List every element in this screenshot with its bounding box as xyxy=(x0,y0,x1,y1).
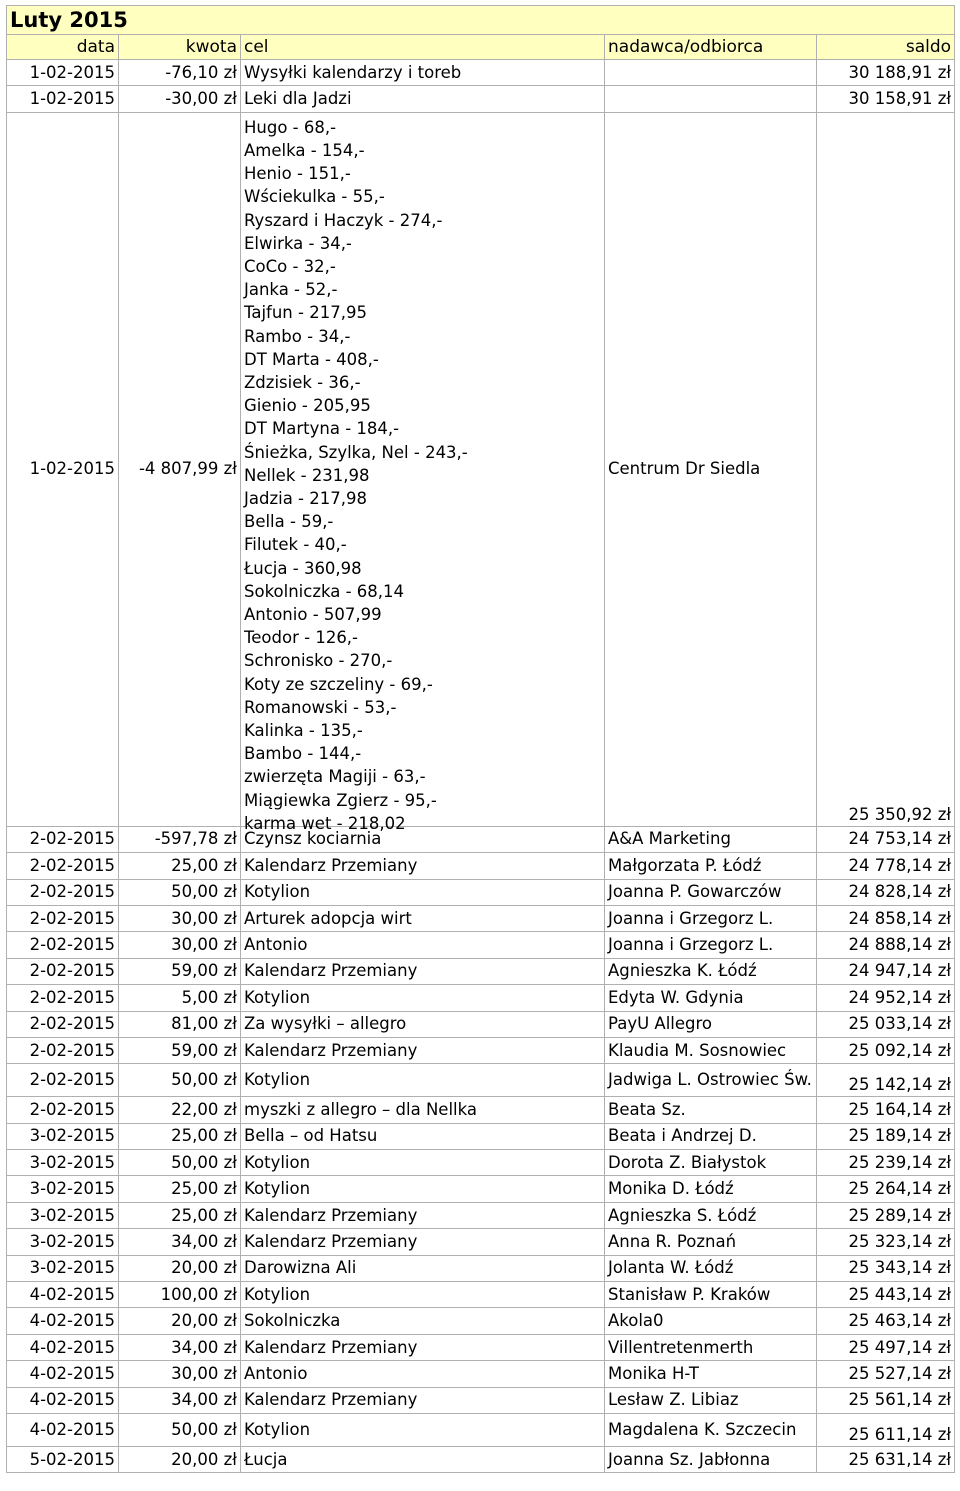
cell-saldo: 25 350,92 zł xyxy=(817,112,955,826)
cell-nadawca: Joanna i Grzegorz L. xyxy=(605,905,817,931)
cell-nadawca: Małgorzata P. Łódź xyxy=(605,853,817,879)
table-row xyxy=(7,1413,955,1446)
list-item: Śnieżka, Szylka, Nel - 243,- xyxy=(244,442,468,462)
cell-nadawca: Joanna i Grzegorz L. xyxy=(605,932,817,958)
list-item: DT Marta - 408,- xyxy=(244,349,379,369)
list-item: CoCo - 32,- xyxy=(244,257,336,276)
table-row xyxy=(7,985,955,1011)
cell-kwota: -76,10 zł xyxy=(119,60,241,86)
cell-cel: Kotylion xyxy=(241,1413,605,1446)
cell-saldo: 25 189,14 zł xyxy=(817,1123,955,1149)
cell-nadawca: Dorota Z. Białystok xyxy=(605,1150,817,1176)
cell-nadawca: Agnieszka K. Łódź xyxy=(605,958,817,984)
cell-cel: Czynsz kociarnia xyxy=(241,826,605,852)
table-row xyxy=(7,1361,955,1387)
cell-data: 3-02-2015 xyxy=(7,1123,119,1149)
cell-saldo: 25 443,14 zł xyxy=(817,1282,955,1308)
table-row xyxy=(7,958,955,984)
cell-nadawca: Joanna P. Gowarczów xyxy=(605,879,817,905)
cell-nadawca xyxy=(605,1064,817,1097)
list-item: Koty ze szczeliny - 69,- xyxy=(244,674,433,694)
header-data: data xyxy=(7,35,119,60)
cell-nadawca: Monika D. Łódź xyxy=(605,1176,817,1202)
cell-nadawca: Joanna Sz. Jabłonna xyxy=(605,1446,817,1472)
cell-saldo: 25 527,14 zł xyxy=(817,1361,955,1387)
cell-cel: Leki dla Jadzi xyxy=(241,86,605,112)
table-row xyxy=(7,86,955,112)
cell-nadawca: Lesław Z. Libiaz xyxy=(605,1387,817,1413)
cell-kwota: 30,00 zł xyxy=(119,932,241,958)
cell-data: 3-02-2015 xyxy=(7,1202,119,1228)
cell-saldo: 24 828,14 zł xyxy=(817,879,955,905)
list-item: Romanowski - 53,- xyxy=(244,697,397,717)
cell-nadawca: Edyta W. Gdynia xyxy=(605,985,817,1011)
cell-saldo: 25 631,14 zł xyxy=(817,1446,955,1472)
cell-saldo: 24 778,14 zł xyxy=(817,853,955,879)
list-item: zwierzęta Magiji - 63,- xyxy=(244,767,426,787)
cell-saldo: 25 561,14 zł xyxy=(817,1387,955,1413)
list-item: Amelka - 154,- xyxy=(244,140,365,160)
list-item: Jadzia - 217,98 xyxy=(244,489,367,509)
list-item: Hugo - 68,- xyxy=(244,117,337,137)
cell-data: 4-02-2015 xyxy=(7,1334,119,1360)
sheet-title: Luty 2015 xyxy=(7,6,955,35)
cell-data: 2-02-2015 xyxy=(7,1011,119,1037)
cell-data: 3-02-2015 xyxy=(7,1255,119,1281)
cell-saldo: 25 497,14 zł xyxy=(817,1334,955,1360)
cell-data: 2-02-2015 xyxy=(7,1037,119,1063)
table-row xyxy=(7,1282,955,1308)
cell-kwota: 50,00 zł xyxy=(119,879,241,905)
header-cel: cel xyxy=(241,35,605,60)
cell-data: 2-02-2015 xyxy=(7,1097,119,1123)
cell-saldo: 25 323,14 zł xyxy=(817,1229,955,1255)
cell-nadawca: Stanisław P. Kraków xyxy=(605,1282,817,1308)
table-row xyxy=(7,879,955,905)
cell-data: 2-02-2015 xyxy=(7,853,119,879)
cell-cel: Kalendarz Przemiany xyxy=(241,1387,605,1413)
cell-saldo: 24 952,14 zł xyxy=(817,985,955,1011)
cell-cel: Kotylion xyxy=(241,1064,605,1097)
list-item: Bambo - 144,- xyxy=(244,744,362,764)
table-row xyxy=(7,1123,955,1149)
cell-cel: Kotylion xyxy=(241,879,605,905)
header-nadawca: nadawca/odbiorca xyxy=(605,35,817,60)
cell-data: 2-02-2015 xyxy=(7,958,119,984)
cell-data: 4-02-2015 xyxy=(7,1413,119,1446)
cell-cel: Bella – od Hatsu xyxy=(241,1123,605,1149)
cell-kwota: 50,00 zł xyxy=(119,1064,241,1097)
cell-cel: myszki z allegro – dla Nellka xyxy=(241,1097,605,1123)
table-row xyxy=(7,1387,955,1413)
cell-cel: Za wysyłki – allegro xyxy=(241,1011,605,1037)
table-row xyxy=(7,1064,955,1097)
cell-cel: Sokolniczka xyxy=(241,1308,605,1334)
cell-kwota: 81,00 zł xyxy=(119,1011,241,1037)
list-item: Łucja - 360,98 xyxy=(244,558,362,578)
table-row xyxy=(7,905,955,931)
list-item: Teodor - 126,- xyxy=(244,628,359,648)
list-item: DT Martyna - 184,- xyxy=(244,419,400,439)
cell-saldo: 24 858,14 zł xyxy=(817,905,955,931)
cell-kwota: 20,00 zł xyxy=(119,1255,241,1281)
cell-kwota: -30,00 zł xyxy=(119,86,241,112)
cell-cel: Darowizna Ali xyxy=(241,1255,605,1281)
list-item: Bella - 59,- xyxy=(244,512,334,532)
cell-kwota: 25,00 zł xyxy=(119,1176,241,1202)
ledger-table xyxy=(6,5,955,1473)
cell-cel-list xyxy=(241,112,605,833)
cell-kwota: 50,00 zł xyxy=(119,1150,241,1176)
cell-nadawca-text: Jadwiga L. Ostrowiec Św. xyxy=(608,1070,812,1090)
cell-data: 1-02-2015 xyxy=(7,86,119,112)
cell-kwota: 34,00 zł xyxy=(119,1387,241,1413)
cell-nadawca-text: Magdalena K. Szczecin xyxy=(608,1419,797,1439)
cell-kwota: 20,00 zł xyxy=(119,1308,241,1334)
cell-data: 2-02-2015 xyxy=(7,879,119,905)
cell-data: 5-02-2015 xyxy=(7,1446,119,1472)
cell-kwota: 34,00 zł xyxy=(119,1229,241,1255)
list-item: Nellek - 231,98 xyxy=(244,465,370,485)
cell-nadawca: Centrum Dr Siedla xyxy=(605,112,817,826)
cell-cel: Kotylion xyxy=(241,1282,605,1308)
cell-kwota: -4 807,99 zł xyxy=(119,112,241,826)
list-item: karma wet - 218,02 xyxy=(244,813,406,833)
cell-cel: Arturek adopcja wirt xyxy=(241,905,605,931)
cell-saldo: 25 033,14 zł xyxy=(817,1011,955,1037)
cell-cel: Kalendarz Przemiany xyxy=(241,958,605,984)
cell-cel: Kotylion xyxy=(241,1176,605,1202)
cell-saldo: 30 158,91 zł xyxy=(817,86,955,112)
cell-cel: Antonio xyxy=(241,1361,605,1387)
cell-data: 4-02-2015 xyxy=(7,1387,119,1413)
title-row xyxy=(7,6,955,35)
table-row xyxy=(7,60,955,86)
cell-data: 4-02-2015 xyxy=(7,1308,119,1334)
cell-cel: Kotylion xyxy=(241,985,605,1011)
table-row-expanded xyxy=(7,112,955,826)
table-row xyxy=(7,1446,955,1472)
cell-data: 2-02-2015 xyxy=(7,932,119,958)
cell-saldo: 30 188,91 zł xyxy=(817,60,955,86)
list-item: Antonio - 507,99 xyxy=(244,605,382,625)
list-item: Ryszard i Haczyk - 274,- xyxy=(244,210,443,230)
table-row xyxy=(7,1037,955,1063)
list-item: Elwirka - 34,- xyxy=(244,233,352,253)
table-row xyxy=(7,1150,955,1176)
cell-kwota: 20,00 zł xyxy=(119,1446,241,1472)
cell-saldo: 24 947,14 zł xyxy=(817,958,955,984)
table-row xyxy=(7,1308,955,1334)
header-row xyxy=(7,35,955,60)
cell-data: 3-02-2015 xyxy=(7,1176,119,1202)
cell-kwota: 5,00 zł xyxy=(119,985,241,1011)
cell-saldo: 25 343,14 zł xyxy=(817,1255,955,1281)
list-item: Zdzisiek - 36,- xyxy=(244,373,361,393)
cell-nadawca: A&A Marketing xyxy=(605,826,817,852)
cell-cel: Łucja xyxy=(241,1446,605,1472)
cell-saldo: 25 092,14 zł xyxy=(817,1037,955,1063)
cell-data: 2-02-2015 xyxy=(7,1064,119,1097)
cell-data: 2-02-2015 xyxy=(7,985,119,1011)
cell-data: 4-02-2015 xyxy=(7,1282,119,1308)
cell-nadawca: Klaudia M. Sosnowiec xyxy=(605,1037,817,1063)
header-kwota: kwota xyxy=(119,35,241,60)
table-row xyxy=(7,1176,955,1202)
cell-nadawca: Akola0 xyxy=(605,1308,817,1334)
cell-cel: Wysyłki kalendarzy i toreb xyxy=(241,60,605,86)
cell-nadawca: Jolanta W. Łódź xyxy=(605,1255,817,1281)
cell-data: 4-02-2015 xyxy=(7,1361,119,1387)
cell-cel: Kalendarz Przemiany xyxy=(241,853,605,879)
cell-cel: Kalendarz Przemiany xyxy=(241,1229,605,1255)
cell-kwota: -597,78 zł xyxy=(119,826,241,852)
cell-nadawca: Anna R. Poznań xyxy=(605,1229,817,1255)
table-row xyxy=(7,826,955,852)
cell-cel: Kotylion xyxy=(241,1150,605,1176)
list-item: Rambo - 34,- xyxy=(244,326,351,346)
cell-kwota: 25,00 zł xyxy=(119,853,241,879)
cell-kwota: 30,00 zł xyxy=(119,905,241,931)
cell-cel: Kalendarz Przemiany xyxy=(241,1334,605,1360)
cell-data: 3-02-2015 xyxy=(7,1150,119,1176)
cell-nadawca: Villentretenmerth xyxy=(605,1334,817,1360)
table-row xyxy=(7,1334,955,1360)
list-item: Tajfun - 217,95 xyxy=(244,303,367,323)
cel-list xyxy=(244,116,601,833)
cell-kwota: 25,00 zł xyxy=(119,1202,241,1228)
list-item: Henio - 151,- xyxy=(244,164,351,184)
cell-kwota: 100,00 zł xyxy=(119,1282,241,1308)
cell-saldo: 25 239,14 zł xyxy=(817,1150,955,1176)
cell-data: 1-02-2015 xyxy=(7,60,119,86)
cell-kwota: 59,00 zł xyxy=(119,958,241,984)
table-row xyxy=(7,1097,955,1123)
table-row xyxy=(7,1229,955,1255)
cell-saldo: 24 888,14 zł xyxy=(817,932,955,958)
list-item: Miągiewka Zgierz - 95,- xyxy=(244,790,437,810)
cell-cel: Kalendarz Przemiany xyxy=(241,1037,605,1063)
cell-nadawca xyxy=(605,60,817,86)
list-item: Gienio - 205,95 xyxy=(244,396,371,416)
header-saldo: saldo xyxy=(817,35,955,60)
cell-kwota: 50,00 zł xyxy=(119,1413,241,1446)
table-row xyxy=(7,1202,955,1228)
list-item: Janka - 52,- xyxy=(244,280,338,300)
cell-saldo: 25 142,14 zł xyxy=(817,1064,955,1097)
cell-nadawca: Beata i Andrzej D. xyxy=(605,1123,817,1149)
cell-saldo: 24 753,14 zł xyxy=(817,826,955,852)
cell-data: 2-02-2015 xyxy=(7,826,119,852)
table-row xyxy=(7,932,955,958)
list-item: Wściekulka - 55,- xyxy=(244,187,385,207)
cell-saldo: 25 264,14 zł xyxy=(817,1176,955,1202)
cell-cel: Antonio xyxy=(241,932,605,958)
cell-kwota: 30,00 zł xyxy=(119,1361,241,1387)
cell-kwota: 59,00 zł xyxy=(119,1037,241,1063)
cell-saldo: 25 463,14 zł xyxy=(817,1308,955,1334)
cell-data: 3-02-2015 xyxy=(7,1229,119,1255)
cell-kwota: 25,00 zł xyxy=(119,1123,241,1149)
list-item: Schronisko - 270,- xyxy=(244,651,393,671)
table-row xyxy=(7,1255,955,1281)
cell-saldo: 25 289,14 zł xyxy=(817,1202,955,1228)
cell-kwota: 22,00 zł xyxy=(119,1097,241,1123)
cell-saldo: 25 611,14 zł xyxy=(817,1413,955,1446)
cell-data: 2-02-2015 xyxy=(7,905,119,931)
table-row xyxy=(7,853,955,879)
list-item: Kalinka - 135,- xyxy=(244,721,363,741)
table-row xyxy=(7,1011,955,1037)
list-item: Sokolniczka - 68,14 xyxy=(244,581,405,601)
cell-kwota: 34,00 zł xyxy=(119,1334,241,1360)
cell-nadawca xyxy=(605,86,817,112)
cell-saldo: 25 164,14 zł xyxy=(817,1097,955,1123)
cell-cel: Kalendarz Przemiany xyxy=(241,1202,605,1228)
cell-nadawca: Beata Sz. xyxy=(605,1097,817,1123)
cell-nadawca: Agnieszka S. Łódź xyxy=(605,1202,817,1228)
cell-nadawca xyxy=(605,1413,817,1446)
cell-nadawca: PayU Allegro xyxy=(605,1011,817,1037)
list-item: Filutek - 40,- xyxy=(244,535,347,555)
cell-nadawca: Monika H-T xyxy=(605,1361,817,1387)
cell-data: 1-02-2015 xyxy=(7,112,119,826)
